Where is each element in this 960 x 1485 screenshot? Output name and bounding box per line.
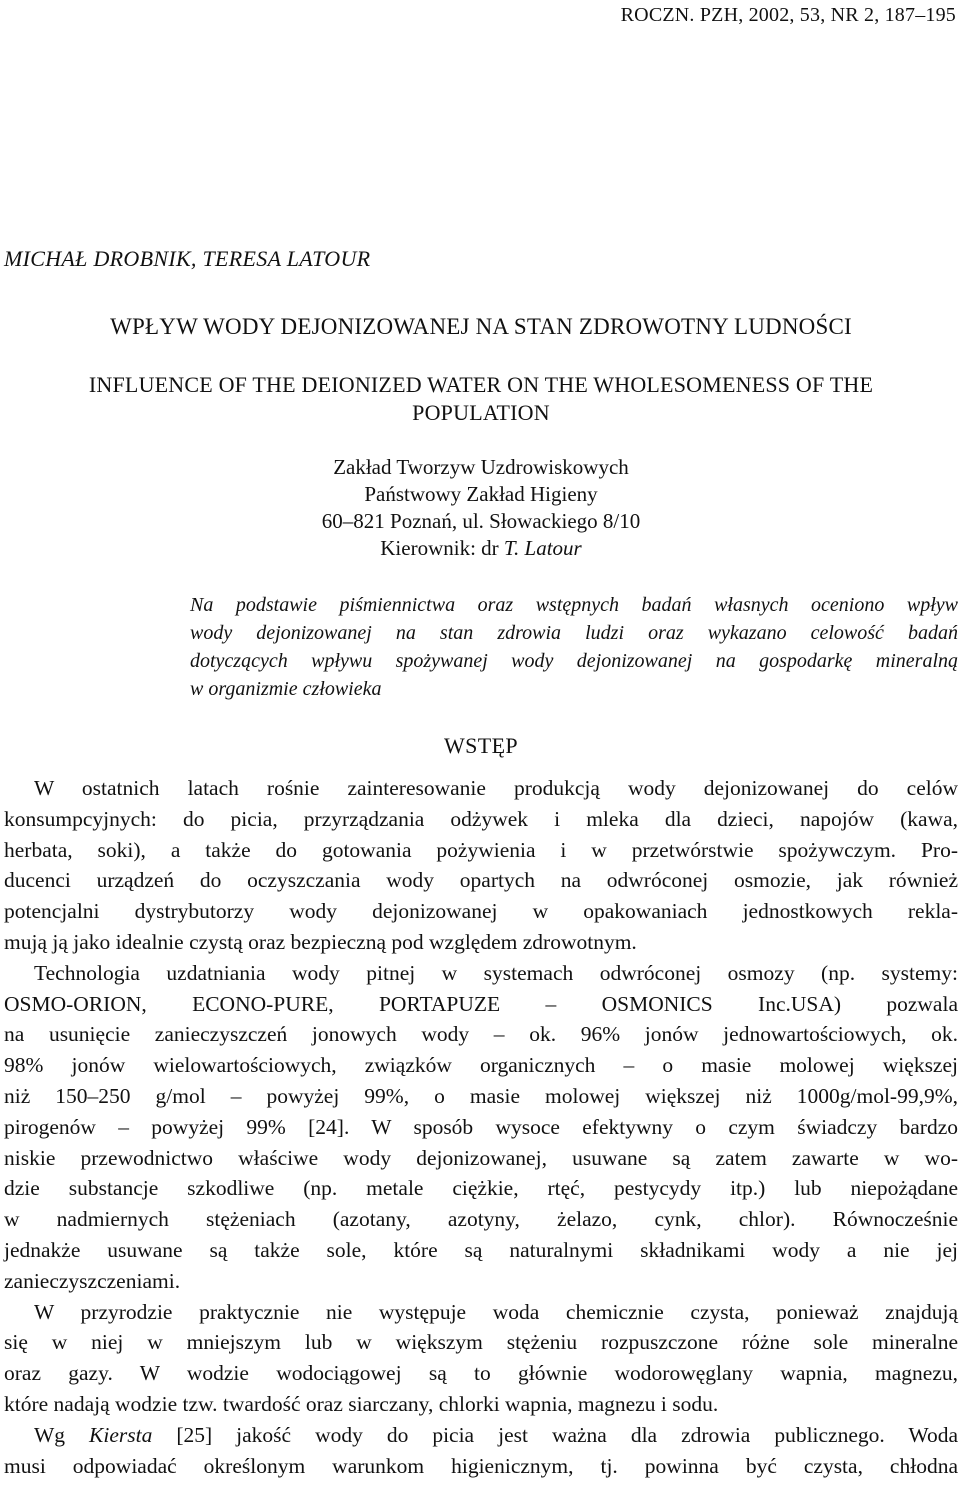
body-line: W ostatnich latach rośnie zainteresowanie produkcją wody dejonizowanej do celów	[34, 776, 958, 800]
body-line	[4, 1420, 958, 1451]
running-head: ROCZN. PZH, 2002, 53, NR 2, 187–195	[620, 4, 956, 26]
body-line: mują ją jako idealnie czystą oraz bezpieczną pod względem zdrowotnym.	[4, 929, 637, 954]
body-line: 98% jonów wielowartościowych, związków organicznych – o masie molowej większej	[4, 1053, 958, 1078]
affiliation-head	[4, 535, 958, 562]
body-text	[4, 773, 958, 1481]
affiliation-institution: Państwowy Zakład Higieny	[364, 482, 598, 506]
abstract-line: Na podstawie piśmiennictwa oraz wstępnych badań własnych oceniono wpływ	[190, 594, 958, 616]
body-line: na usunięcie zanieczyszczeń jonowych wody – ok. 96% jonów jednowartościowych, ok.	[4, 1022, 958, 1047]
body-line: OSMO-ORION, ECONO-PURE, PORTAPUZE – OSMONICS Inc.USA) pozwala	[4, 991, 958, 1016]
title-english-line: POPULATION	[412, 400, 550, 425]
body-text-fragment: [25] jakość wody do picia jest ważna dla zdrowia publicznego. Woda	[152, 1422, 958, 1447]
title-english-line: INFLUENCE OF THE DEIONIZED WATER ON THE WHOLESOMENESS OF THE	[88, 372, 874, 397]
body-line: pirogenów – powyżej 99% [24]. W sposób wysoce efektywny o czym świadczy bardzo	[4, 1114, 958, 1139]
section-heading: WSTĘP	[443, 733, 519, 758]
title-english	[4, 371, 958, 427]
body-text-fragment: Wg	[34, 1422, 90, 1447]
citation-author: Kiersta	[89, 1422, 153, 1447]
affiliation-head-name: T. Latour	[503, 536, 582, 560]
body-line: potencjalni dystrybutorzy wody dejonizowanej w opakowaniach jednostkowych rekla-	[4, 899, 958, 924]
body-line: Technologia uzdatniania wody pitnej w systemach odwróconej osmozy (np. systemy:	[34, 960, 958, 985]
body-line: musi odpowiadać określonym warunkom higienicznym, tj. powinna być czysta, chłodna	[4, 1453, 958, 1478]
affiliation	[4, 454, 958, 562]
body-line: się w niej w mniejszym lub w większym stężeniu rozpuszczone różne sole mineralne	[4, 1330, 958, 1355]
body-line: herbata, soki), a także do gotowania pożywienia i w przetwórstwie spożywczym. Pro-	[4, 837, 958, 862]
body-line: zanieczyszczeniami.	[4, 1268, 181, 1293]
title-polish: WPŁYW WODY DEJONIZOWANEJ NA STAN ZDROWOTNY LUDNOŚCI	[110, 314, 852, 339]
body-line: W przyrodzie praktycznie nie występuje woda chemicznie czysta, ponieważ znajdują	[34, 1299, 958, 1324]
body-line: niskie przewodnictwo właściwe wody dejonizowanej, usuwane są zatem zawarte w wo-	[4, 1145, 958, 1170]
abstract	[190, 591, 958, 703]
authors: MICHAŁ DROBNIK, TERESA LATOUR	[4, 246, 371, 271]
body-line: jednakże usuwane są także sole, które są naturalnymi składnikami wody a nie jej	[4, 1237, 958, 1262]
affiliation-address: 60–821 Poznań, ul. Słowackiego 8/10	[321, 509, 641, 533]
body-line: które nadają wodzie tzw. twardość oraz siarczany, chlorki wapnia, magnezu i sodu.	[4, 1391, 719, 1416]
body-line: niż 150–250 g/mol – powyżej 99%, o masie molowej większej niż 1000g/mol-99,9%,	[4, 1083, 958, 1108]
affiliation-head-label: Kierownik: dr	[380, 536, 504, 560]
body-line: ducenci urządzeń do oczyszczania wody opartych na odwróconej osmozie, jak również	[4, 868, 958, 893]
affiliation-department: Zakład Tworzyw Uzdrowiskowych	[333, 455, 629, 479]
body-line: konsumpcyjnych: do picia, przyrządzania odżywek i mleka dla dzieci, napojów (kawa,	[4, 806, 958, 831]
body-line: oraz gazy. W wodzie wodociągowej są to głównie wodorowęglany wapnia, magnezu,	[4, 1361, 958, 1386]
abstract-line: dotyczących wpływu spożywanej wody dejonizowanej na gospodarkę mineralną	[190, 650, 958, 672]
abstract-line: wody dejonizowanej na stan zdrowia ludzi oraz wykazano celowość badań	[190, 622, 958, 644]
body-line: dzie substancje szkodliwe (np. metale ciężkie, rtęć, pestycydy itp.) lub niepożądane	[4, 1176, 958, 1201]
abstract-line: w organizmie człowieka	[190, 678, 382, 700]
body-line: w nadmiernych stężeniach (azotany, azotyny, żelazo, cynk, chlor). Równocześnie	[4, 1207, 958, 1232]
